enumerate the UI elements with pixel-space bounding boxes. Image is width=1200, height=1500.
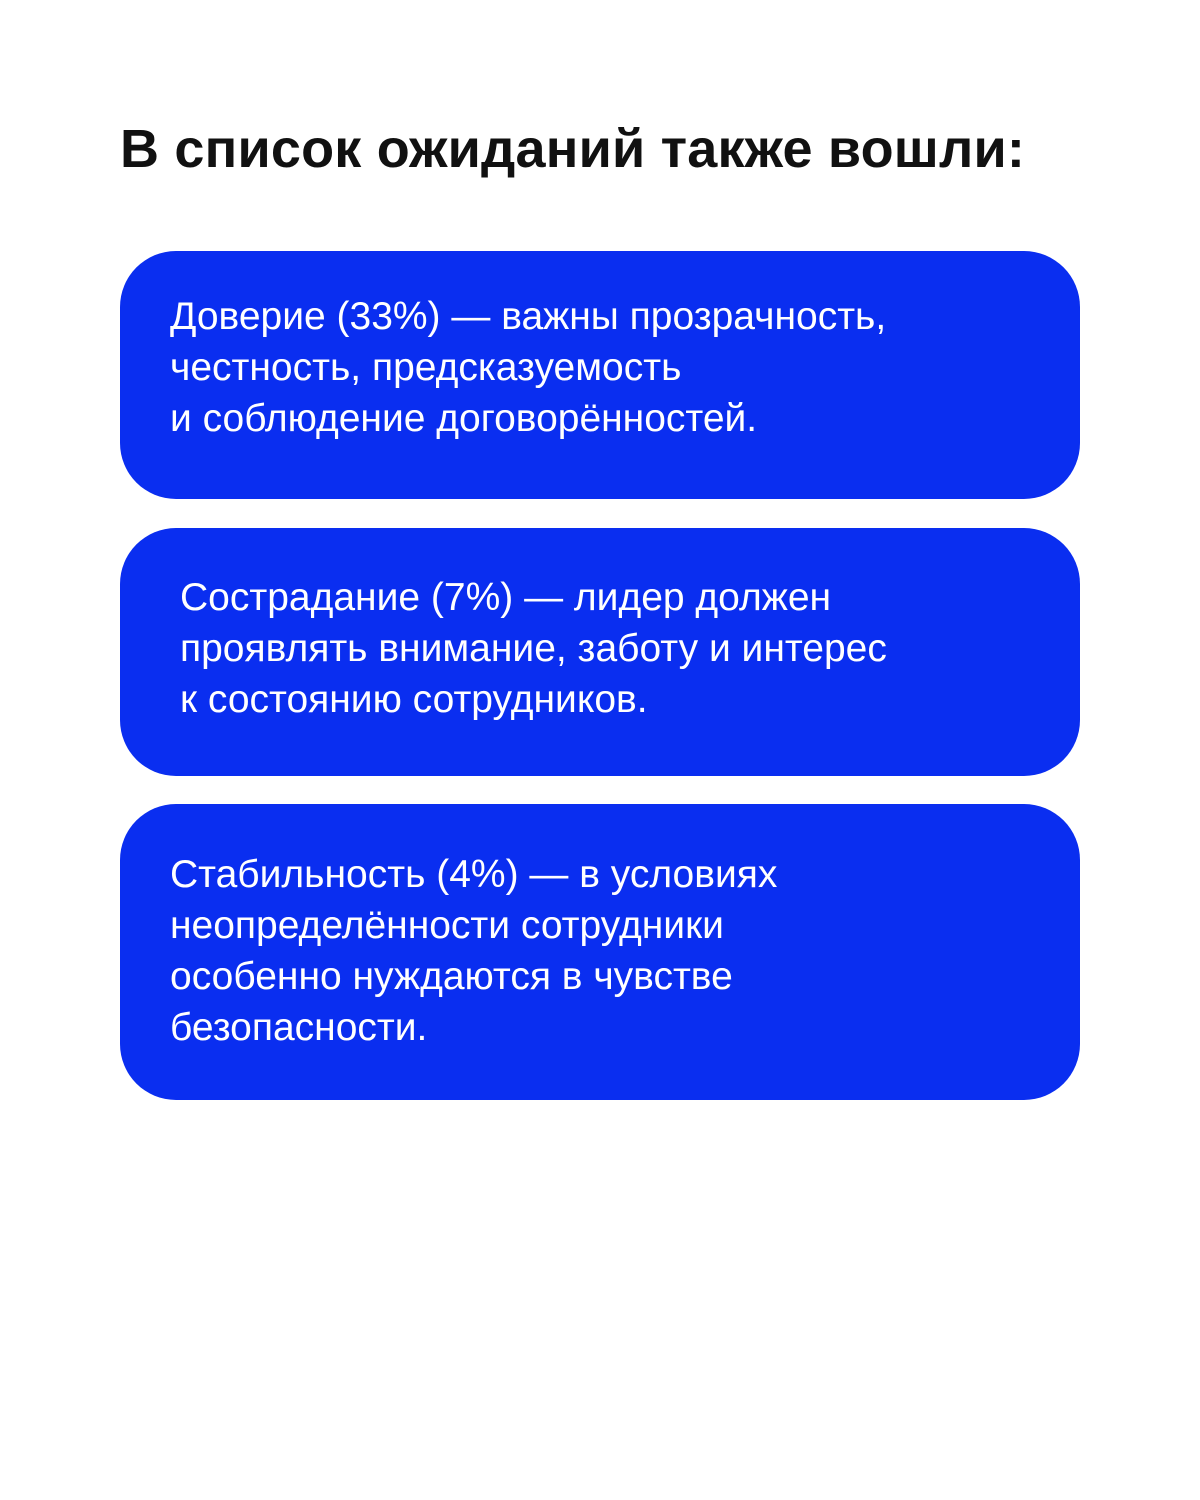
expectation-card-trust <box>120 251 1080 499</box>
card-text-line: честность, предсказуемость <box>170 346 682 389</box>
card-text-line: Сострадание (7%) — лидер должен <box>180 576 832 619</box>
card-text-line: Доверие (33%) — важны прозрачность, <box>170 295 887 338</box>
card-text-line: к состоянию сотрудников. <box>180 678 648 721</box>
card-text-line: Стабильность (4%) — в условиях <box>170 853 778 896</box>
page-title: В список ожиданий также вошли: <box>120 119 1026 179</box>
card-text-line: особенно нуждаются в чувстве <box>170 955 733 998</box>
card-text-line: безопасности. <box>170 1006 428 1049</box>
card-text-line: и соблюдение договорённостей. <box>170 397 758 440</box>
expectation-card-compassion <box>120 528 1080 776</box>
card-text-line: проявлять внимание, заботу и интерес <box>180 627 887 670</box>
card-text-line: неопределённости сотрудники <box>170 904 724 947</box>
expectation-card-stability <box>120 804 1080 1100</box>
